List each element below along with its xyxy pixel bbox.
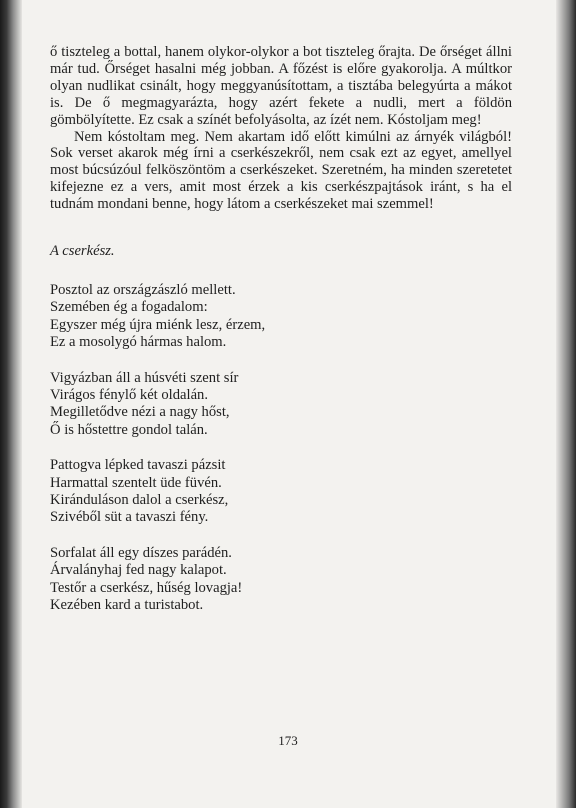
poem-title: A cserkész. [50,243,115,260]
page-edge-shadow-right [556,0,576,808]
poem-line: Posztol az országzászló mellett. [50,281,236,298]
poem-stanza-1 [50,282,512,352]
book-page [50,44,512,632]
poem-line: Ez a mosolygó hármas halom. [50,334,227,351]
poem-line: Árvalányhaj fed nagy kalapot. [50,562,227,579]
poem-stanza-4 [50,545,512,615]
page-number: 173 [278,733,298,748]
poem-line: Megilletődve nézi a nagy hőst, [50,404,230,421]
poem-line: Testőr a cserkész, hűség lovagja! [50,579,243,596]
poem-line: Szivéből süt a tavaszi fény. [50,509,209,526]
page-binding-shadow-left [0,0,22,808]
poem-line: Pattogva lépked tavaszi pázsit [50,457,226,474]
prose-section [50,44,512,213]
poem-line: Virágos fénylő két oldalán. [50,387,208,403]
poem-line: Sorfalat áll egy díszes parádén. [50,544,232,561]
poem-stanza-3 [50,457,512,527]
poem-line: Kezében kard a turistabot. [50,597,204,614]
poem [50,282,512,615]
poem-line: Vigyázban áll a húsvéti szent sír [50,369,239,386]
poem-stanza-2 [50,370,512,440]
poem-line: Harmattal szentelt üde füvén. [50,474,222,491]
prose-paragraph-1: ő tiszteleg a bottal, hanem olykor-olykor a bot tiszteleg őrajta. De őrséget állni már tud. Őrséget hasalni még jobban. A főzést is előre gyakorolja. A múltkor olyan nudlikat csinált, hogy meggyanúsítottam, a tisztába belegyúrta a mákot is. De ő megmagyarázta, hogy azért fekete a nudli, mert a földön gömbölyítette. Ez csak a színét befolyásolta, az ízét nem. Kóstoljam meg! [50,44,512,128]
poem-line: Szemében ég a fogadalom: [50,299,208,316]
poem-line: Egyszer még újra miénk lesz, érzem, [50,316,266,333]
poem-line: Ő is hőstettre gondol talán. [50,421,208,438]
poem-line: Kiránduláson dalol a cserkész, [50,492,229,509]
prose-paragraph-2: Nem kóstoltam meg. Nem akartam idő előtt kimúlni az árnyék világból! Sok verset akarok még írni a cserkészekről, nem csak ezt az egyet, amellyel most búcsúzóul felköszöntöm a cserkészeket. Szeretném, ha minden szeretetet kifejezne ez a vers, amit most érzek a kis cserkészpajtások iránt, s ha el tudnám mondani benne, hogy látom a cserkészeket mai szemmel! [50,128,512,213]
